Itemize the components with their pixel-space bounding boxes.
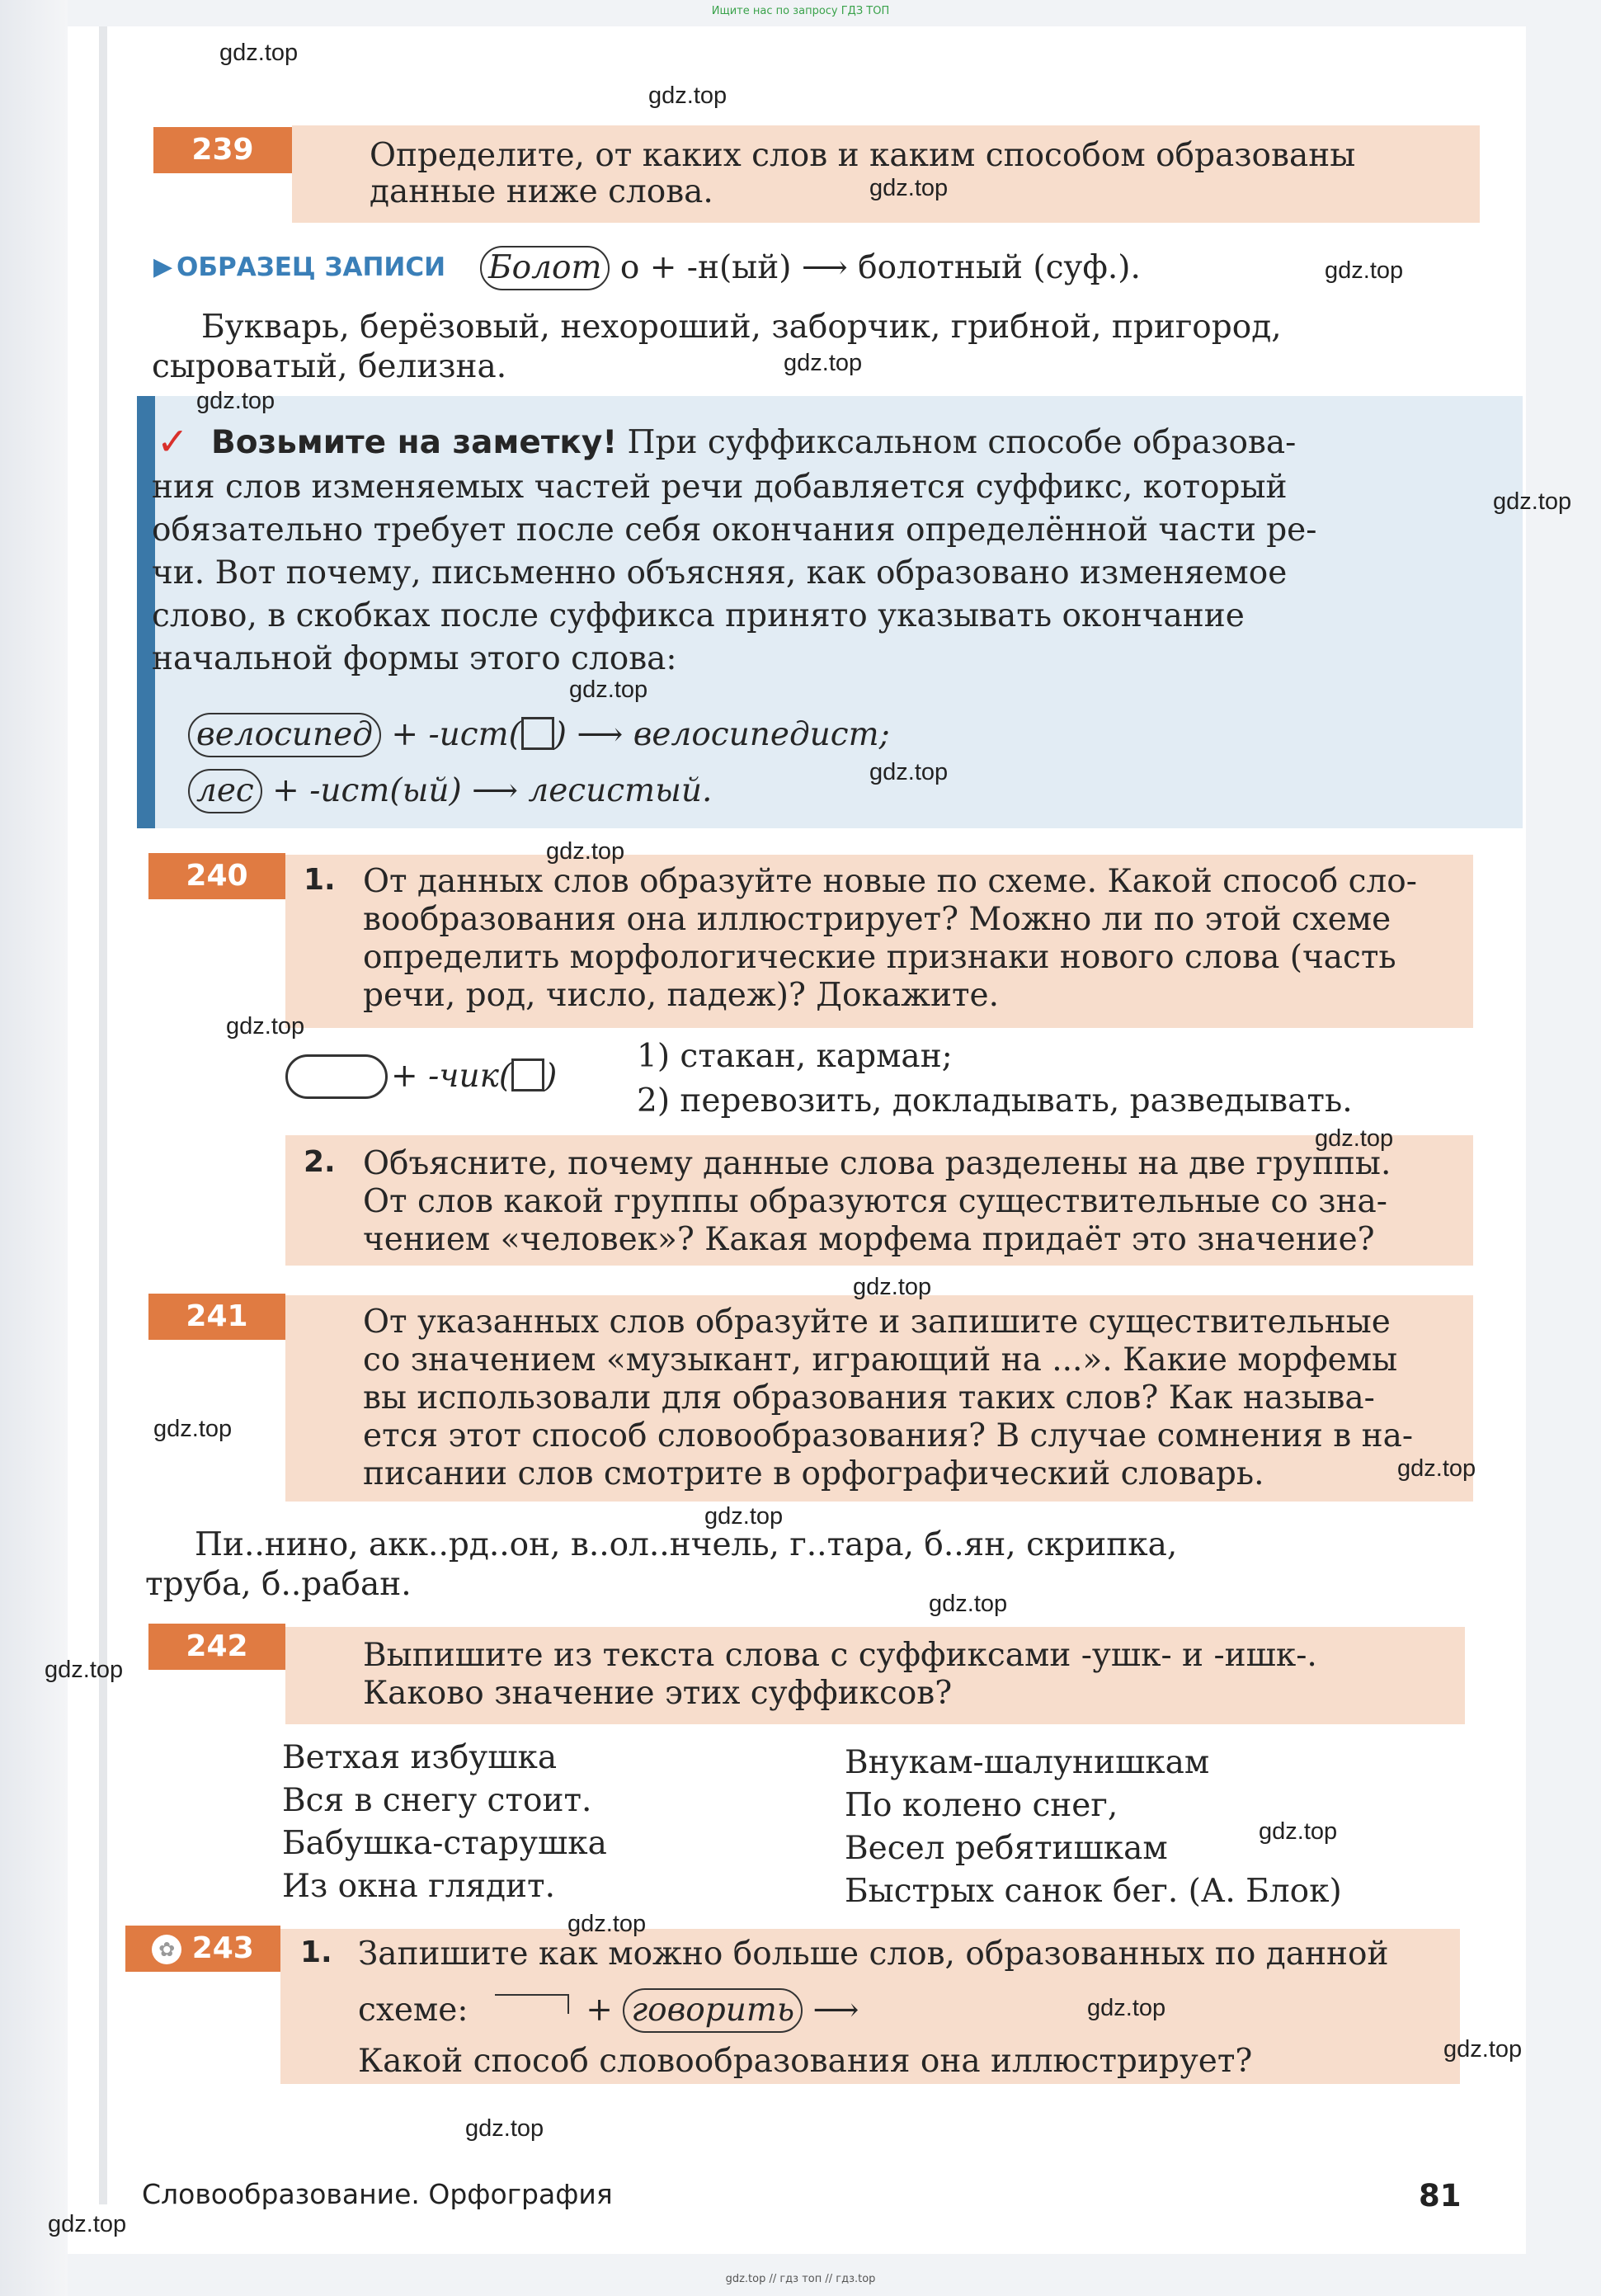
scheme-suffix: + -чик(	[391, 1058, 512, 1095]
sample-base-oval: Болот	[480, 246, 610, 290]
watermark: gdz.top	[784, 350, 863, 376]
exercise-number-243-text: 243	[191, 1931, 254, 1965]
sample-formula	[480, 246, 1141, 290]
example-result-2: + -ист(ый) ⟶ лесистый.	[272, 772, 713, 809]
note-example-1	[188, 713, 890, 757]
task-242-line-2: Каково значение этих суффиксов?	[363, 1675, 953, 1712]
scheme-label: схеме:	[358, 1992, 469, 2029]
note-line-1	[211, 424, 1296, 462]
page-number: 81	[1419, 2178, 1462, 2213]
note-line-2: ния слов изменяемых частей речи добавляется суффикс, который	[152, 469, 1288, 506]
watermark: gdz.top	[48, 2211, 127, 2237]
list-240-item-2: 2) перевозить, докладывать, разведывать.	[637, 1082, 1353, 1120]
watermark: gdz.top	[648, 83, 728, 109]
task-241-line-3: вы использовали для образования таких слов? Как называ-	[363, 1379, 1375, 1417]
note-line-3: обязательно требует после себя окончания определённой части ре-	[152, 512, 1317, 549]
check-icon: ✓	[157, 419, 189, 464]
task-241-line-1: От указанных слов образуйте и запишите существительные	[363, 1304, 1391, 1341]
task-243-line-3: Какой способ словообразования она иллюстрирует?	[358, 2043, 1253, 2080]
example-base-oval: велосипед	[188, 713, 381, 757]
watermark: gdz.top	[1087, 1995, 1166, 2021]
watermark: gdz.top	[929, 1591, 1008, 1617]
task-241-line-5: писании слов смотрите в орфографический словарь.	[363, 1455, 1264, 1492]
scheme-close: )	[544, 1058, 558, 1095]
exercise-number-242: 242	[148, 1624, 285, 1670]
watermark: gdz.top	[226, 1013, 305, 1040]
watermark: gdz.top	[869, 759, 949, 785]
task-240-line-2: вообразования она иллюстрирует? Можно ли по этой схеме	[363, 901, 1391, 938]
poem-right-4: Быстрых санок бег. (А. Блок)	[845, 1873, 1342, 1910]
exercise-number-241: 241	[148, 1294, 285, 1340]
sample-arrow-icon: ▶	[153, 252, 173, 281]
flower-icon: ✿	[152, 1935, 181, 1964]
task-240-p2-line-3: чением «человек»? Какая морфема придаёт это значение?	[363, 1221, 1375, 1258]
watermark: gdz.top	[153, 1416, 233, 1442]
task-240-p2-line-1: Объясните, почему данные слова разделены на две группы.	[363, 1145, 1391, 1182]
watermark: gdz.top	[1493, 488, 1572, 515]
watermark: gdz.top	[869, 175, 949, 201]
part-number-243-1: 1.	[300, 1935, 332, 1969]
task-240-line-3: определить морфологические признаки нового слова (часть	[363, 939, 1396, 976]
poem-right-1: Внукам-шалунишкам	[845, 1744, 1210, 1781]
page-gutter	[0, 0, 68, 2296]
list-240-item-1: 1) стакан, карман;	[637, 1038, 953, 1075]
note-title: Возьмите на заметку!	[211, 424, 618, 461]
watermark: gdz.top	[853, 1274, 932, 1300]
task-243-line-1: Запишите как можно больше слов, образованных по данной	[358, 1935, 1389, 1973]
task-239-line-2: данные ниже слова.	[370, 173, 713, 210]
poem-left-3: Бабушка-старушка	[282, 1825, 607, 1862]
watermark: gdz.top	[569, 677, 648, 703]
task-240-line-4: речи, род, число, падеж)? Докажите.	[363, 977, 1000, 1014]
exercise-number-239: 239	[153, 127, 292, 173]
scheme-word-oval: говорить	[623, 1988, 803, 2033]
note-text-1: При суффиксальном способе образова-	[627, 424, 1297, 461]
example-suffix: + -ист(	[391, 716, 521, 753]
watermark: gdz.top	[1397, 1455, 1476, 1482]
watermark: gdz.top	[219, 40, 299, 66]
exercise-number-243	[125, 1926, 280, 1972]
note-line-4: чи. Вот почему, письменно объясняя, как образовано изменяемое	[152, 554, 1288, 592]
top-note: Ищите нас по запросу ГДЗ ТОП	[711, 5, 890, 17]
poem-right-3: Весел ребятишкам	[845, 1830, 1168, 1867]
prefix-mark	[495, 1994, 569, 2014]
task-240-p2-line-2: От слов какой группы образуются существительные со зна-	[363, 1183, 1387, 1220]
note-line-5: слово, в скобках после суффикса принято указывать окончание	[152, 597, 1245, 634]
poem-left-4: Из окна глядит.	[282, 1868, 555, 1905]
watermark: gdz.top	[465, 2115, 544, 2142]
task-241-line-4: ется этот способ словообразования? В случае сомнения в на-	[363, 1417, 1414, 1454]
bottom-note: gdz.top // гдз топ // гдз.top	[725, 2273, 876, 2285]
watermark: gdz.top	[546, 838, 625, 865]
scheme-ending-square	[511, 1058, 544, 1091]
exercise-number-240: 240	[148, 853, 285, 899]
task-241-line-2: со значением «музыкант, играющий на ...». Какие морфемы	[363, 1341, 1398, 1379]
part-number-2: 2.	[304, 1145, 336, 1179]
part-number-1: 1.	[304, 863, 336, 897]
words-239-line-2: сыроватый, белизна.	[152, 348, 507, 385]
words-241-line-2: труба, б..рабан.	[145, 1566, 412, 1603]
watermark: gdz.top	[1443, 2036, 1523, 2063]
footer-section: Словообразование. Орфография	[142, 2178, 613, 2210]
note-example-2	[188, 769, 712, 813]
words-241-line-1: Пи..нино, акк..рд..он, в..ол..нчель, г..тара, б..ян, скрипка,	[195, 1526, 1178, 1563]
poem-left-2: Вся в снегу стоит.	[282, 1782, 592, 1819]
watermark: gdz.top	[1325, 257, 1404, 284]
words-239-line-1: Букварь, берёзовый, нехороший, заборчик, грибной, пригород,	[201, 309, 1282, 346]
watermark: gdz.top	[45, 1657, 124, 1683]
poem-right-2: По колено снег,	[845, 1787, 1118, 1824]
example-base-oval-2: лес	[188, 769, 262, 813]
watermark: gdz.top	[1315, 1125, 1394, 1152]
watermark: gdz.top	[196, 388, 275, 414]
sample-label: ОБРАЗЕЦ ЗАПИСИ	[177, 252, 446, 282]
sample-rest: о + -н(ый) ⟶ болотный (суф.).	[619, 249, 1141, 286]
task-239-line-1: Определите, от каких слов и каким способом образованы	[370, 137, 1356, 174]
task-243-line-2: схеме: + говорить ⟶	[358, 1988, 859, 2033]
ending-square	[521, 717, 554, 750]
task-240-line-1: От данных слов образуйте новые по схеме. Какой способ сло-	[363, 863, 1417, 900]
scheme-240	[391, 1058, 557, 1096]
page-edge	[99, 26, 107, 2204]
watermark: gdz.top	[704, 1503, 784, 1530]
poem-left-1: Ветхая избушка	[282, 1739, 558, 1776]
example-result: ) ⟶ велосипедист;	[553, 716, 890, 753]
scheme-base-oval	[285, 1054, 388, 1099]
note-line-6: начальной формы этого слова:	[152, 640, 677, 677]
watermark: gdz.top	[567, 1911, 647, 1937]
task-242-line-1: Выпишите из текста слова с суффиксами -ушк- и -ишк-.	[363, 1637, 1317, 1674]
watermark: gdz.top	[1259, 1818, 1338, 1845]
